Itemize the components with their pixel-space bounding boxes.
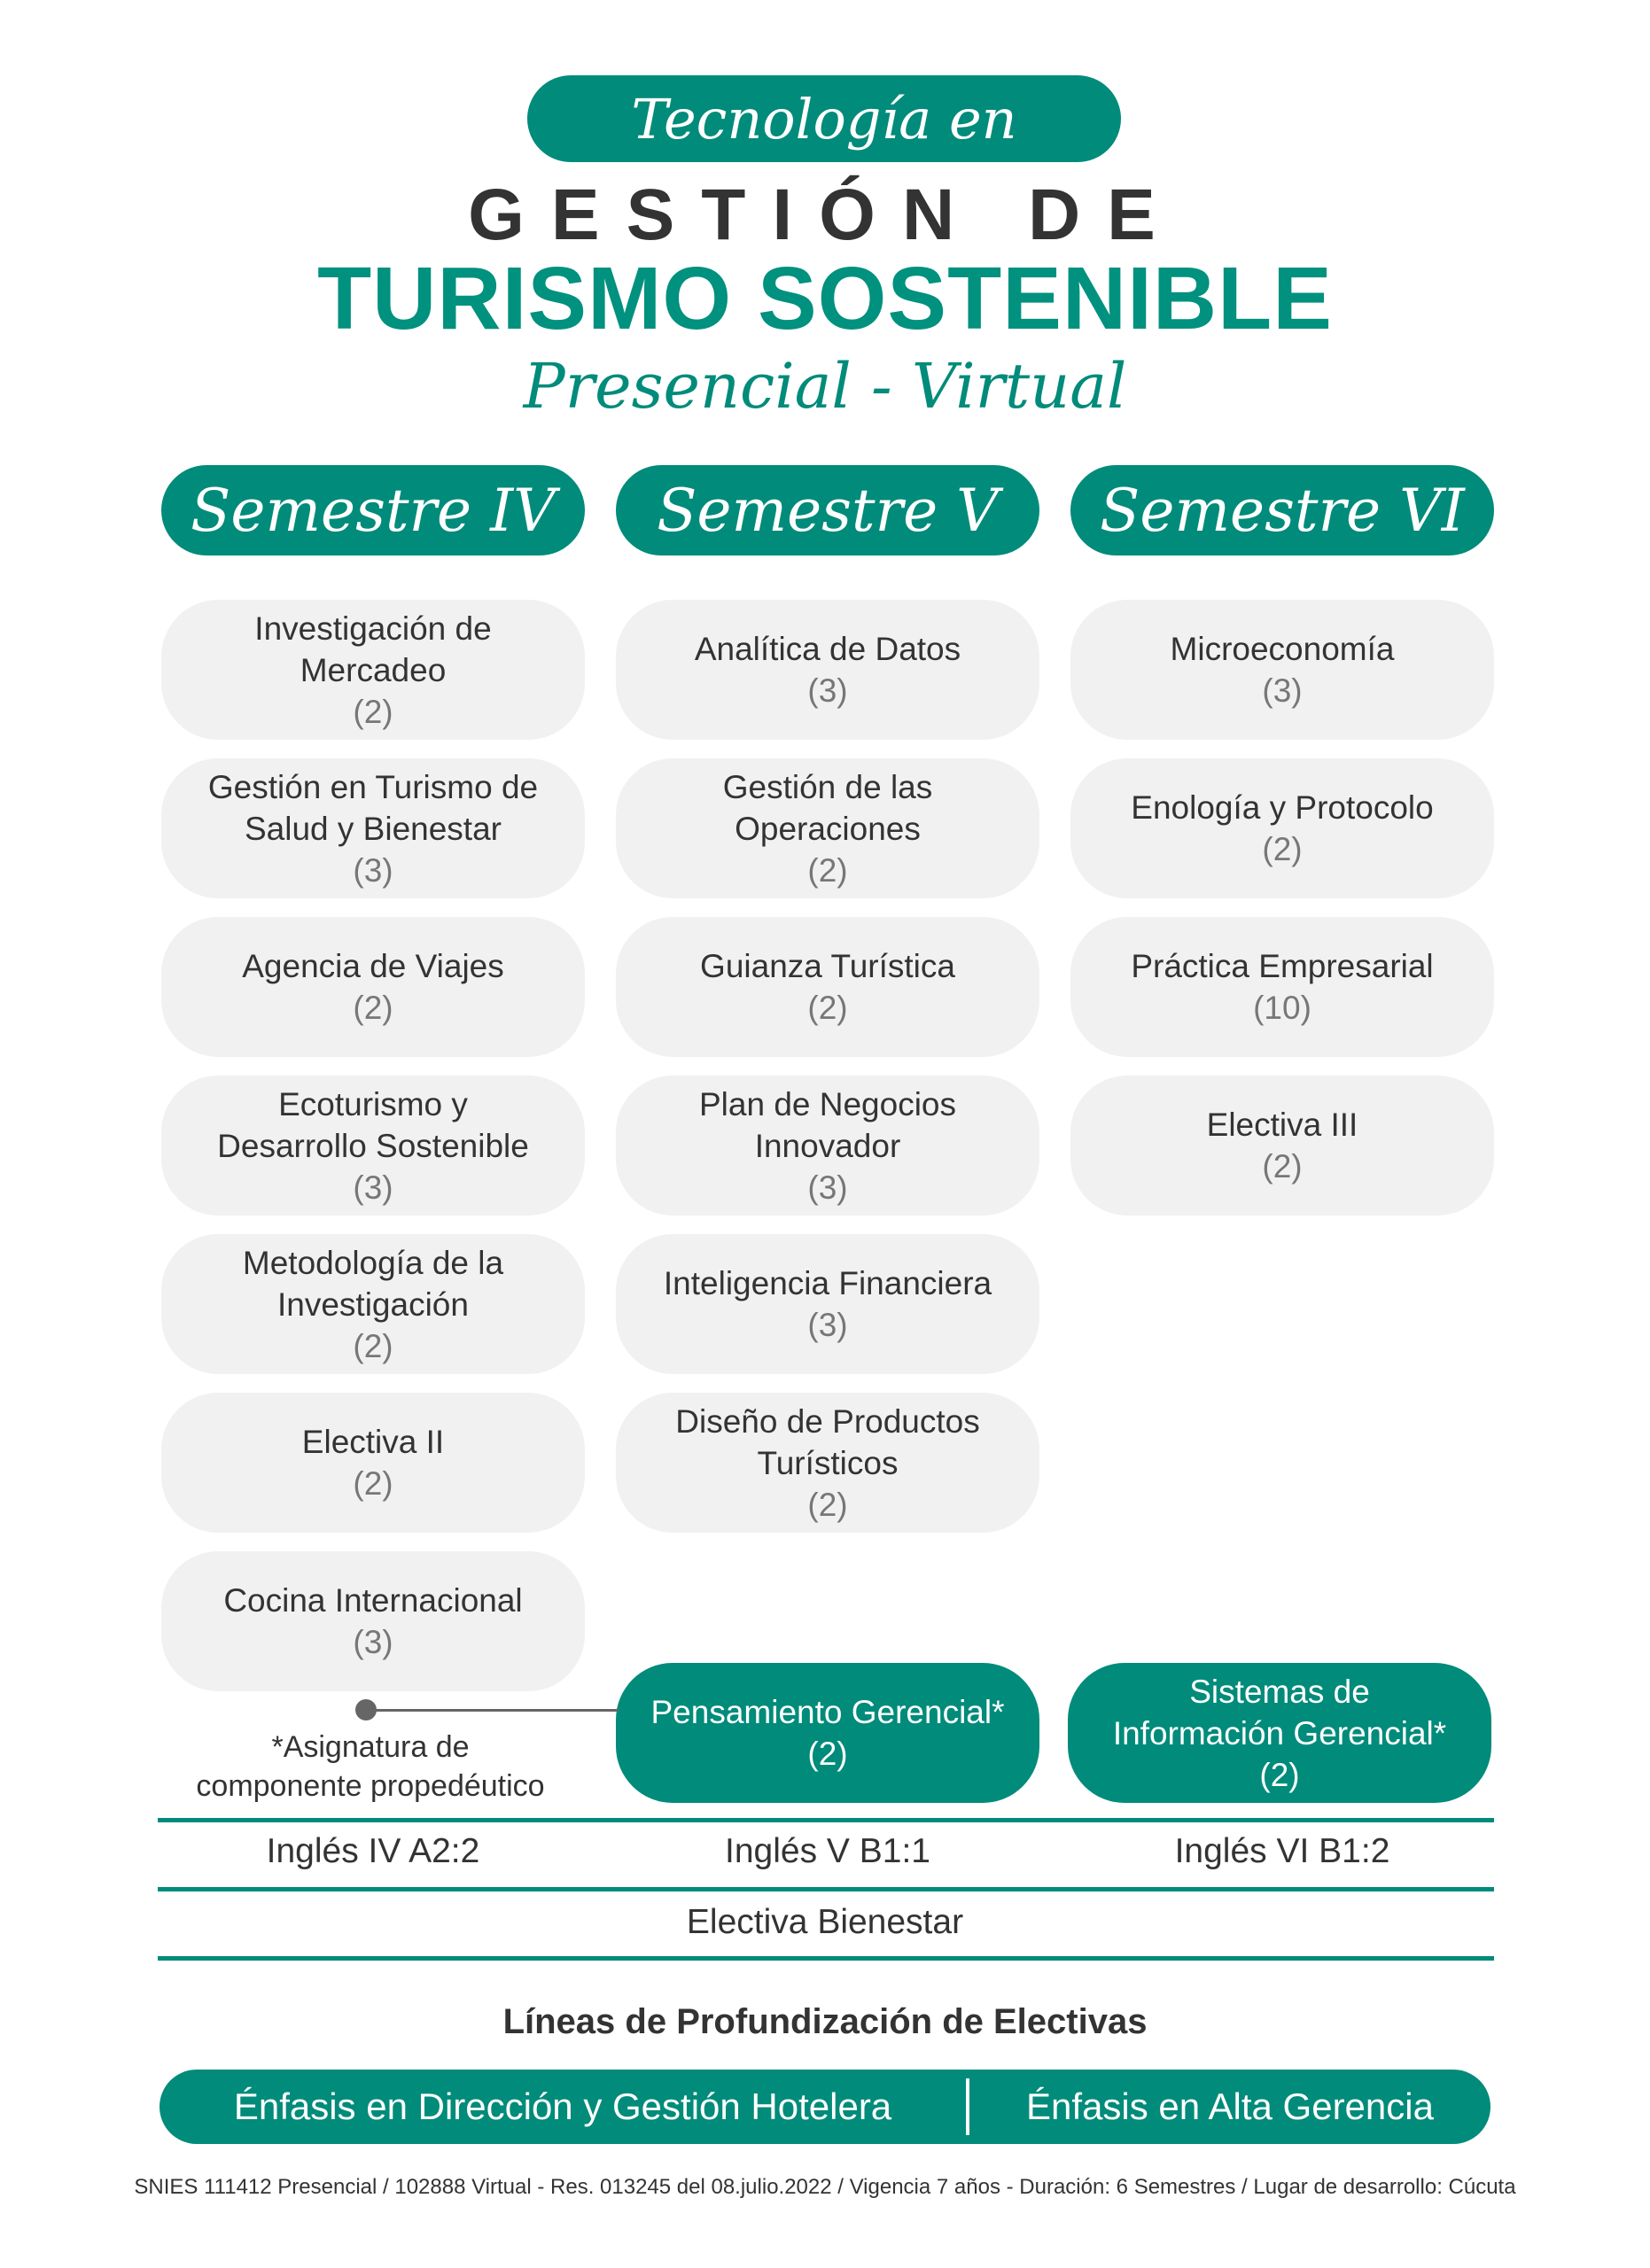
course-credits: (3) (807, 1169, 848, 1206)
electives-heading: Líneas de Profundización de Electivas (502, 2002, 1148, 2041)
connector-line (366, 1709, 619, 1712)
course-credits: (3) (353, 851, 393, 889)
english-level-iv: Inglés IV A2:2 (266, 1832, 480, 1870)
propaedeutic-course-card (616, 1663, 1039, 1803)
course-name: Inteligencia Financiera (663, 1265, 992, 1301)
emphasis-item (969, 2085, 1490, 2128)
course-card (1070, 758, 1494, 898)
course-credits: (2) (807, 1736, 848, 1772)
course-name: Gestión en Turismo de Salud y Bienestar (207, 768, 539, 847)
course-card (616, 1234, 1039, 1374)
course-credits: (2) (353, 693, 393, 730)
divider-line (158, 1956, 1494, 1961)
wellness-elective: Electiva Bienestar (686, 1903, 964, 1941)
course-card (1070, 917, 1494, 1057)
course-credits: (3) (1262, 672, 1303, 709)
program-type-label: Tecnología en (631, 86, 1017, 151)
course-card (161, 1393, 585, 1533)
course-name: Ecoturismo y Desarrollo Sostenible (217, 1085, 529, 1164)
course-name: Electiva II (301, 1424, 445, 1460)
course-card (161, 600, 585, 740)
course-name: Guianza Turística (700, 948, 955, 984)
course-card (161, 1551, 585, 1691)
course-card (161, 917, 585, 1057)
emphasis-bar (160, 2070, 1490, 2144)
course-credits: (3) (807, 1307, 848, 1343)
course-credits: (2) (807, 851, 848, 889)
course-name: Práctica Empresarial (1131, 948, 1434, 984)
divider-line (158, 1887, 1494, 1891)
english-level-v: Inglés V B1:1 (725, 1832, 930, 1870)
course-name: Metodología de la Investigación (242, 1244, 504, 1323)
course-card (616, 1393, 1039, 1533)
course-name: Enología y Protocolo (1131, 789, 1434, 826)
course-name: Cocina Internacional (223, 1582, 523, 1619)
course-credits: (3) (353, 1624, 393, 1660)
course-card (161, 1234, 585, 1374)
course-credits: (2) (1262, 1148, 1303, 1184)
course-name: Microeconomía (1170, 631, 1395, 667)
semester-header-label: Semestre IV (191, 476, 556, 545)
semester-header-label: Semestre VI (1100, 476, 1465, 545)
course-credits: (2) (807, 990, 848, 1026)
course-name: Investigación de Mercadeo (254, 610, 492, 688)
title-line-2: TURISMO SOSTENIBLE (317, 249, 1333, 348)
course-name: Agencia de Viajes (242, 948, 504, 984)
course-card (616, 758, 1039, 898)
course-name: Diseño de Productos Turísticos (675, 1402, 980, 1481)
course-credits: (2) (353, 990, 393, 1026)
emphasis-label: Énfasis en Dirección y Gestión Hotelera (233, 2085, 892, 2127)
course-card (1070, 600, 1494, 740)
course-name: Analítica de Datos (694, 631, 961, 667)
course-credits: (3) (807, 672, 848, 709)
semester-header-iv (161, 465, 585, 555)
course-credits: (2) (1259, 1756, 1300, 1793)
course-card (1070, 1076, 1494, 1216)
semester-header-label: Semestre V (657, 476, 999, 545)
course-card (616, 1076, 1039, 1216)
english-level-vi: Inglés VI B1:2 (1174, 1832, 1390, 1870)
course-credits: (2) (807, 1486, 848, 1523)
course-card (616, 917, 1039, 1057)
course-card (616, 600, 1039, 740)
modality-label: Presencial - Virtual (523, 350, 1127, 423)
emphasis-item (160, 2085, 966, 2128)
course-name: Sistemas de Información Gerencial* (1112, 1673, 1447, 1751)
emphasis-label: Énfasis en Alta Gerencia (1026, 2085, 1434, 2127)
course-credits: (3) (353, 1169, 393, 1206)
course-name: Plan de Negocios Innovador (698, 1085, 957, 1164)
semester-header-vi (1070, 465, 1494, 555)
title-line-1: GESTIÓN DE (468, 175, 1182, 255)
course-name: Gestión de las Operaciones (722, 768, 933, 847)
course-card (161, 1076, 585, 1216)
course-credits: (2) (353, 1327, 393, 1364)
propaedeutic-course-card (1068, 1663, 1491, 1803)
propaedeutic-note: *Asignatura de componente propedéutico (196, 1730, 545, 1803)
course-card (161, 758, 585, 898)
semester-header-v (616, 465, 1039, 555)
course-credits: (10) (1253, 990, 1311, 1026)
course-credits: (2) (1262, 831, 1303, 867)
footer-text: SNIES 111412 Presencial / 102888 Virtual - Res. 013245 del 08.julio.2022 / Vigencia 7 años - Duración: 6 Semestres / Lugar de desarrollo: Cúcuta (134, 2175, 1516, 2199)
course-name: Electiva III (1206, 1107, 1358, 1143)
divider-line (158, 1818, 1494, 1822)
course-name: Pensamiento Gerencial* (650, 1694, 1005, 1730)
course-credits: (2) (353, 1465, 393, 1502)
program-type-pill (527, 75, 1121, 162)
